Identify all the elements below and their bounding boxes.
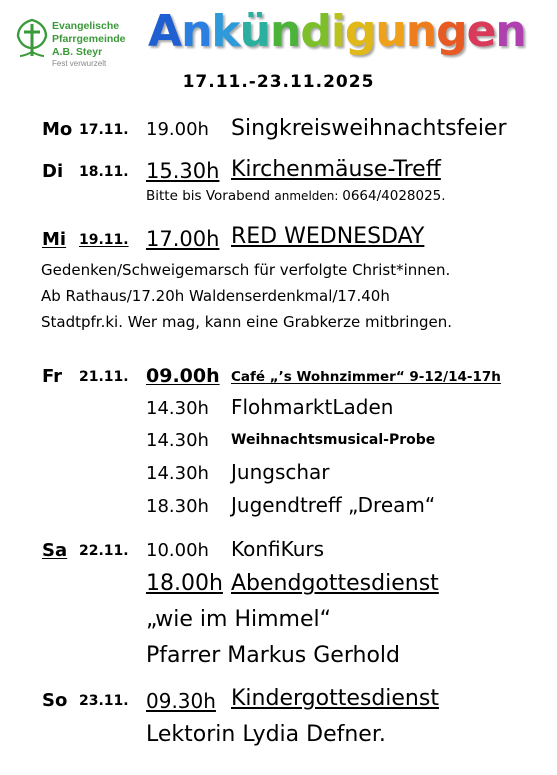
sa-date: 22.11. xyxy=(79,543,129,559)
mo-time: 19.00h xyxy=(146,119,209,140)
title-letter: i xyxy=(330,6,345,57)
title-letter: ü xyxy=(239,6,270,57)
fr-time-2: 14.30h xyxy=(146,398,209,419)
fr-time-4: 14.30h xyxy=(146,463,209,484)
title-letter: n xyxy=(405,6,437,57)
sa-time-2: 18.00h xyxy=(146,571,223,596)
title-letter: n xyxy=(269,6,301,57)
title-letter: d xyxy=(300,6,331,57)
so-event: Kindergottesdienst xyxy=(231,686,439,711)
mi-date: 19.11. xyxy=(79,232,129,248)
sa-line3: „wie im Himmel“ xyxy=(146,607,332,632)
fr-date: 21.11. xyxy=(79,369,129,385)
mi-time: 17.00h xyxy=(146,227,220,251)
sa-time-1: 10.00h xyxy=(146,540,209,561)
title-letter: k xyxy=(211,6,240,57)
logo-text-line1: Evangelische xyxy=(52,20,120,32)
di-date: 18.11. xyxy=(79,164,129,180)
title-letter: n xyxy=(495,6,526,57)
sa-line4: Pfarrer Markus Gerhold xyxy=(146,643,400,668)
fr-time-5: 18.30h xyxy=(146,496,209,517)
fr-day: Fr xyxy=(42,366,63,387)
fr-event-4: Jungschar xyxy=(231,460,330,484)
so-line2: Lektorin Lydia Defner. xyxy=(146,722,386,747)
fr-event-3: Weihnachtsmusical-Probe xyxy=(231,432,436,448)
fr-time-3: 14.30h xyxy=(146,430,209,451)
logo-tagline: Fest verwurzelt xyxy=(52,59,107,68)
di-event: Kirchenmäuse-Treff xyxy=(231,157,441,182)
sa-event-2: Abendgottesdienst xyxy=(231,571,439,596)
mo-day: Mo xyxy=(42,119,73,140)
title-letter: g xyxy=(436,6,467,57)
mi-desc-line2: Ab Rathaus/17.20h Waldenserdenkmal/17.40h xyxy=(41,287,390,305)
sa-event-1: KonfiKurs xyxy=(231,537,325,561)
title-letter: u xyxy=(375,6,406,57)
title-letter: n xyxy=(181,6,212,57)
fr-time-1: 09.00h xyxy=(146,365,220,387)
logo-text-line3: A.B. Steyr xyxy=(52,46,103,58)
title-letter: e xyxy=(466,6,496,57)
di-note: Bitte bis Vorabend anmelden: 0664/4028025. xyxy=(146,188,446,204)
mi-event: RED WEDNESDAY xyxy=(231,224,425,249)
sa-day: Sa xyxy=(42,540,68,561)
title-letter: g xyxy=(344,6,376,57)
di-day: Di xyxy=(42,161,64,182)
page-title xyxy=(148,6,526,57)
fr-event-1: Café „’s Wohnzimmer“ 9-12/14-17h xyxy=(231,369,501,385)
mo-event: Singkreisweihnachtsfeier xyxy=(231,116,507,141)
church-tree-logo-icon xyxy=(16,18,48,58)
so-date: 23.11. xyxy=(79,693,129,709)
mi-desc-line1: Gedenken/Schweigemarsch für verfolgte Christ*innen. xyxy=(41,261,451,279)
fr-event-2: FlohmarktLaden xyxy=(231,395,394,419)
so-time: 09.30h xyxy=(146,689,216,713)
di-time: 15.30h xyxy=(146,159,220,183)
date-range: 17.11.-23.11.2025 xyxy=(182,72,375,92)
mi-desc-line3: Stadtpfr.ki. Wer mag, kann eine Grabkerze mitbringen. xyxy=(41,313,452,331)
logo-text-line2: Pfarrgemeinde xyxy=(52,33,126,45)
fr-event-5: Jugendtreff „Dream“ xyxy=(231,493,436,517)
mi-day: Mi xyxy=(42,229,67,250)
mo-date: 17.11. xyxy=(79,122,129,138)
title-letter: A xyxy=(148,6,182,57)
so-day: So xyxy=(42,690,68,711)
